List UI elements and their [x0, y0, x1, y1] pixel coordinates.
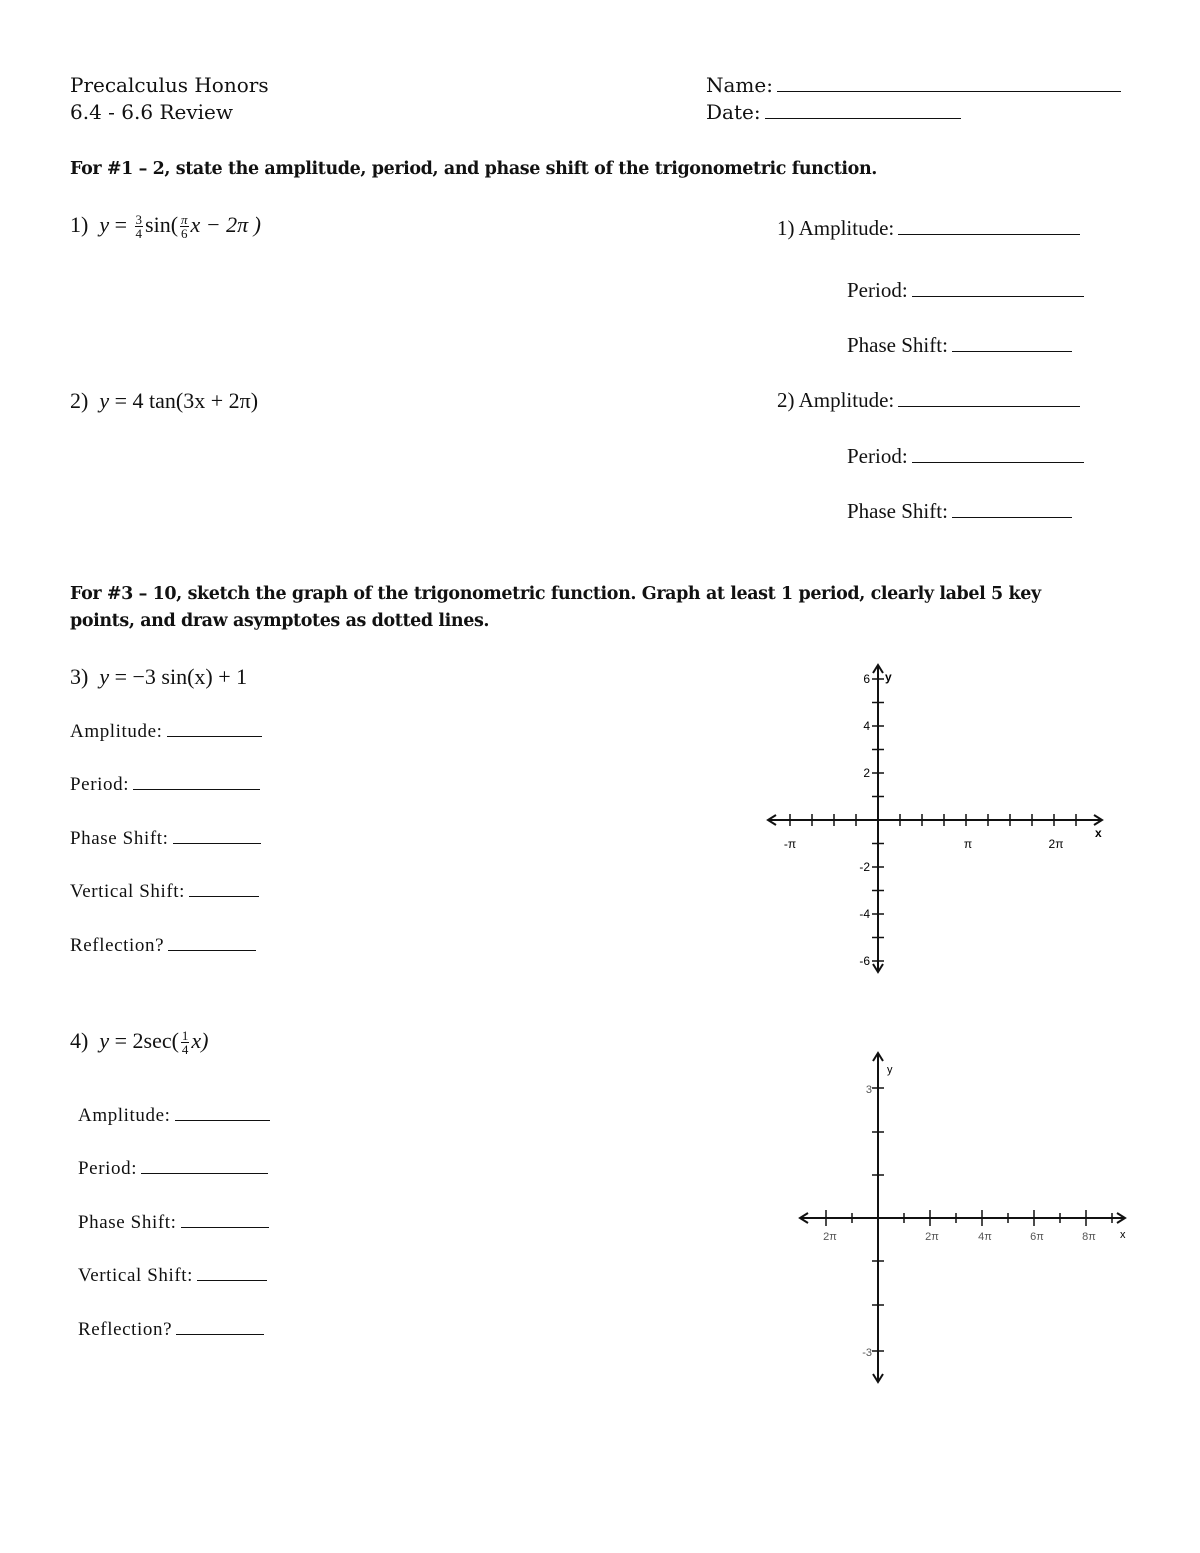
p4-vertical[interactable]: Vertical Shift:	[78, 1264, 267, 1287]
y-tick-label: -3	[862, 1347, 872, 1359]
y-axis-label: y	[887, 1064, 893, 1076]
y-tick-label: -4	[859, 907, 870, 921]
problem-number: 2)	[70, 388, 89, 413]
p4-reflection[interactable]: Reflection?	[78, 1318, 264, 1341]
x-tick-label: 8π	[1082, 1231, 1096, 1243]
problem-number: 1)	[70, 212, 89, 237]
arg-fraction: $\frac{\pi}{6}$	[181, 212, 188, 242]
y-tick-label: -6	[859, 954, 870, 968]
p2-period[interactable]: Period:	[847, 444, 1084, 469]
p2-amplitude[interactable]: 2) Amplitude:	[777, 388, 1080, 413]
problem-2-equation	[70, 388, 258, 414]
section2-instruction-line2: points, and draw asymptotes as dotted lines.	[70, 611, 490, 631]
p4-phase[interactable]: Phase Shift:	[78, 1211, 269, 1234]
date-label: Date:	[706, 100, 761, 124]
p4-phase-blank[interactable]	[181, 1211, 269, 1228]
y-axis-label: y	[885, 670, 892, 684]
x-tick-label: 2π	[1048, 837, 1064, 851]
p3-phase-blank[interactable]	[173, 827, 261, 844]
p3-vertical-blank[interactable]	[189, 880, 259, 897]
x-tick-label: 2π	[925, 1231, 939, 1243]
y-tick-label: 3	[865, 1084, 872, 1096]
coef-fraction: $\frac{3}{4}$	[135, 212, 143, 242]
x-axis-label: x	[1120, 1229, 1126, 1241]
p1-period-blank[interactable]	[912, 280, 1084, 297]
x-tick-label: 2π	[823, 1231, 837, 1243]
p1-phase[interactable]: Phase Shift:	[847, 333, 1072, 358]
eq-lhs: y	[99, 388, 110, 413]
p3-period-blank[interactable]	[133, 773, 260, 790]
name-blank[interactable]	[777, 75, 1121, 92]
graph-3[interactable]	[760, 655, 1120, 985]
section2-instruction-line1: For #3 – 10, sketch the graph of the trigonometric function. Graph at least 1 period, clearly label 5 key	[70, 584, 1041, 604]
p4-amplitude-blank[interactable]	[175, 1104, 270, 1121]
eq-sign: =	[114, 212, 128, 237]
name-field[interactable]	[706, 73, 1121, 97]
eq-func: sin(	[145, 212, 179, 237]
p1-phase-blank[interactable]	[952, 335, 1072, 352]
unit-title: 6.4 - 6.6 Review	[70, 100, 233, 124]
eq-rest: x − 2π )	[190, 212, 261, 237]
p2-amplitude-blank[interactable]	[898, 390, 1080, 407]
p4-reflection-blank[interactable]	[176, 1318, 264, 1335]
y-tick-label: 6	[863, 672, 870, 686]
p2-phase-blank[interactable]	[952, 501, 1072, 518]
p3-amplitude[interactable]: Amplitude:	[70, 720, 262, 743]
x-tick-label: π	[963, 837, 973, 851]
date-blank[interactable]	[765, 102, 961, 119]
p2-period-blank[interactable]	[912, 446, 1084, 463]
p1-amplitude[interactable]: 1) Amplitude:	[777, 216, 1080, 241]
p3-period[interactable]: Period:	[70, 773, 260, 796]
x-tick-label: -π	[783, 837, 797, 851]
x-axis-label: x	[1095, 826, 1102, 840]
p2-phase[interactable]: Phase Shift:	[847, 499, 1072, 524]
p3-reflection-blank[interactable]	[168, 934, 256, 951]
p3-phase[interactable]: Phase Shift:	[70, 827, 261, 850]
graph-4[interactable]	[790, 1045, 1140, 1390]
date-field[interactable]	[706, 100, 961, 124]
eq-rhs: = 4 tan(3x + 2π)	[114, 388, 259, 413]
section1-instruction: For #1 – 2, state the amplitude, period, and phase shift of the trigonometric function.	[70, 159, 877, 179]
y-tick-label: -2	[859, 860, 870, 874]
p4-period[interactable]: Period:	[78, 1157, 268, 1180]
eq-lhs: y	[99, 212, 110, 237]
y-tick-label: 2	[863, 766, 870, 780]
problem-1-equation	[70, 212, 261, 240]
problem-3-equation: 3) y = −3 sin(x) + 1	[70, 664, 248, 689]
x-tick-label: 6π	[1030, 1231, 1044, 1243]
name-label: Name:	[706, 73, 773, 97]
p4-period-blank[interactable]	[141, 1157, 268, 1174]
p1-amplitude-blank[interactable]	[898, 218, 1080, 235]
course-title: Precalculus Honors	[70, 73, 269, 97]
x-tick-label: 4π	[978, 1231, 992, 1243]
p4-amplitude[interactable]: Amplitude:	[78, 1104, 270, 1127]
arg-fraction: $\frac{1}{4}$	[181, 1028, 189, 1058]
p3-reflection[interactable]: Reflection?	[70, 934, 256, 957]
p3-amplitude-blank[interactable]	[167, 720, 262, 737]
p3-vertical[interactable]: Vertical Shift:	[70, 880, 259, 903]
problem-4-equation: 4) y = 2sec( $\frac{1}{4}$ x)	[70, 1028, 209, 1058]
p1-period[interactable]: Period:	[847, 278, 1084, 303]
y-tick-label: 4	[863, 719, 870, 733]
p4-vertical-blank[interactable]	[197, 1264, 267, 1281]
